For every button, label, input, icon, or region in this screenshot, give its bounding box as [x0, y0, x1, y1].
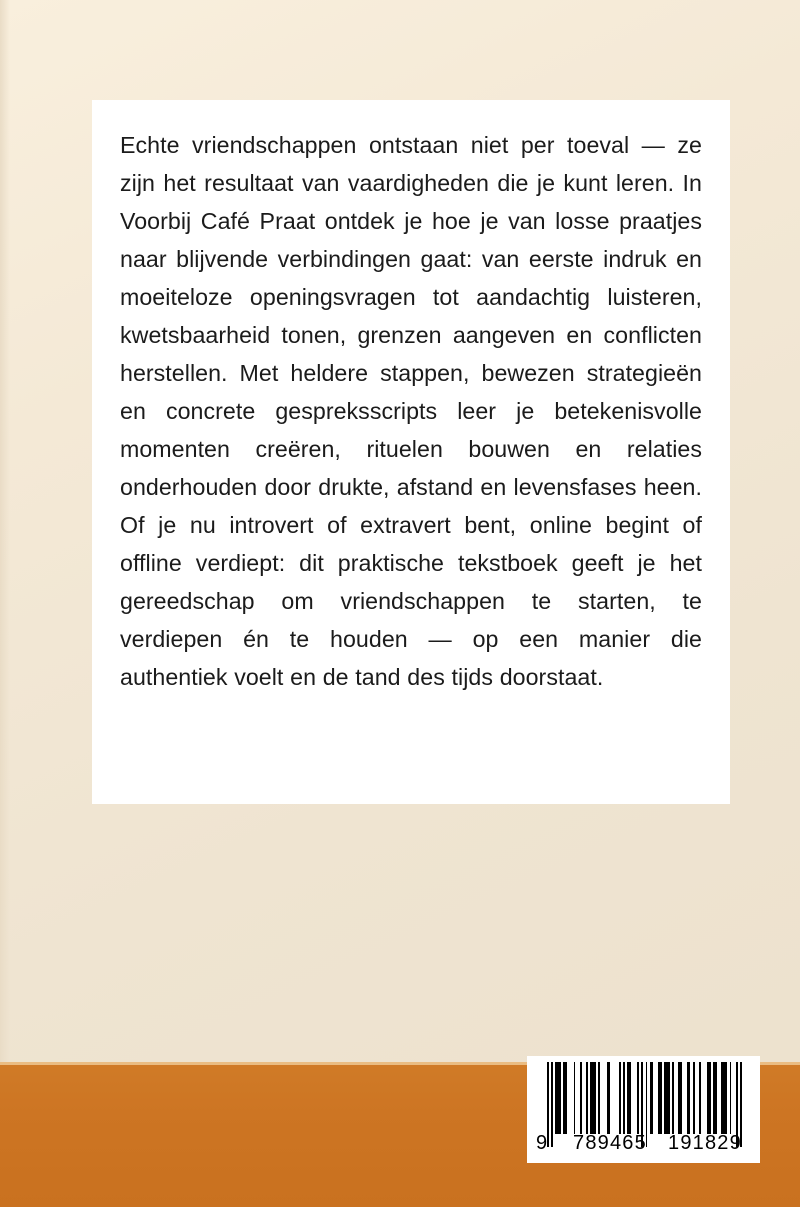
- barcode-digits: [535, 1132, 752, 1158]
- blurb-body-text: Echte vriendschappen ontstaan niet per toeval — ze zijn het resultaat van vaardigheden die je kunt leren. In Voorbij Café Praat ontdek je hoe je van losse praatjes naar blijvende verbindingen gaat: van eerste indruk en moeiteloze openingsvragen tot aandachtig luisteren, kwetsbaarheid tonen, grenzen aangeven en conflicten herstellen. Met heldere stappen, bewezen strategieën en concrete gespreksscripts leer je betekenisvolle momenten creëren, rituelen bouwen en relaties onderhouden door drukte, afstand en levensfases heen. Of je nu introvert of extravert bent, online begint of offline verdiept: dit praktische tekstboek geeft je het gereedschap om vriendschappen te starten, te verdiepen én te houden — op een manier die authentiek voelt en de tand des tijds doorstaat.: [120, 132, 702, 690]
- barcode-bar: [598, 1062, 600, 1134]
- barcode-right-group: 191829: [668, 1132, 742, 1154]
- barcode-bar: [721, 1062, 727, 1134]
- barcode-bar: [713, 1062, 717, 1134]
- barcode-bar: [687, 1062, 691, 1134]
- barcode-bar: [555, 1062, 561, 1134]
- paper-edge-shading: [0, 0, 10, 1062]
- barcode-bar: [699, 1062, 701, 1134]
- barcode-bar: [658, 1062, 662, 1134]
- barcode: [527, 1056, 760, 1163]
- barcode-bar: [580, 1062, 582, 1134]
- barcode-bar: [574, 1062, 576, 1134]
- blurb-panel: [92, 100, 730, 804]
- barcode-bar: [586, 1062, 588, 1134]
- barcode-bar: [730, 1062, 732, 1134]
- barcode-bar: [607, 1062, 611, 1134]
- barcode-bar: [563, 1062, 567, 1134]
- barcode-bar: [650, 1062, 654, 1134]
- barcode-bar: [678, 1062, 682, 1134]
- barcode-bar: [623, 1062, 625, 1134]
- barcode-bar: [590, 1062, 596, 1134]
- barcode-bar: [707, 1062, 711, 1134]
- barcode-bar: [619, 1062, 621, 1134]
- barcode-left-group: 789465: [573, 1132, 647, 1154]
- barcode-bars: [535, 1062, 752, 1134]
- barcode-bar: [672, 1062, 674, 1134]
- barcode-bar: [693, 1062, 695, 1134]
- barcode-lead-digit: 9: [536, 1132, 549, 1154]
- barcode-bar: [627, 1062, 631, 1134]
- barcode-bar: [637, 1062, 639, 1134]
- barcode-bar: [664, 1062, 670, 1134]
